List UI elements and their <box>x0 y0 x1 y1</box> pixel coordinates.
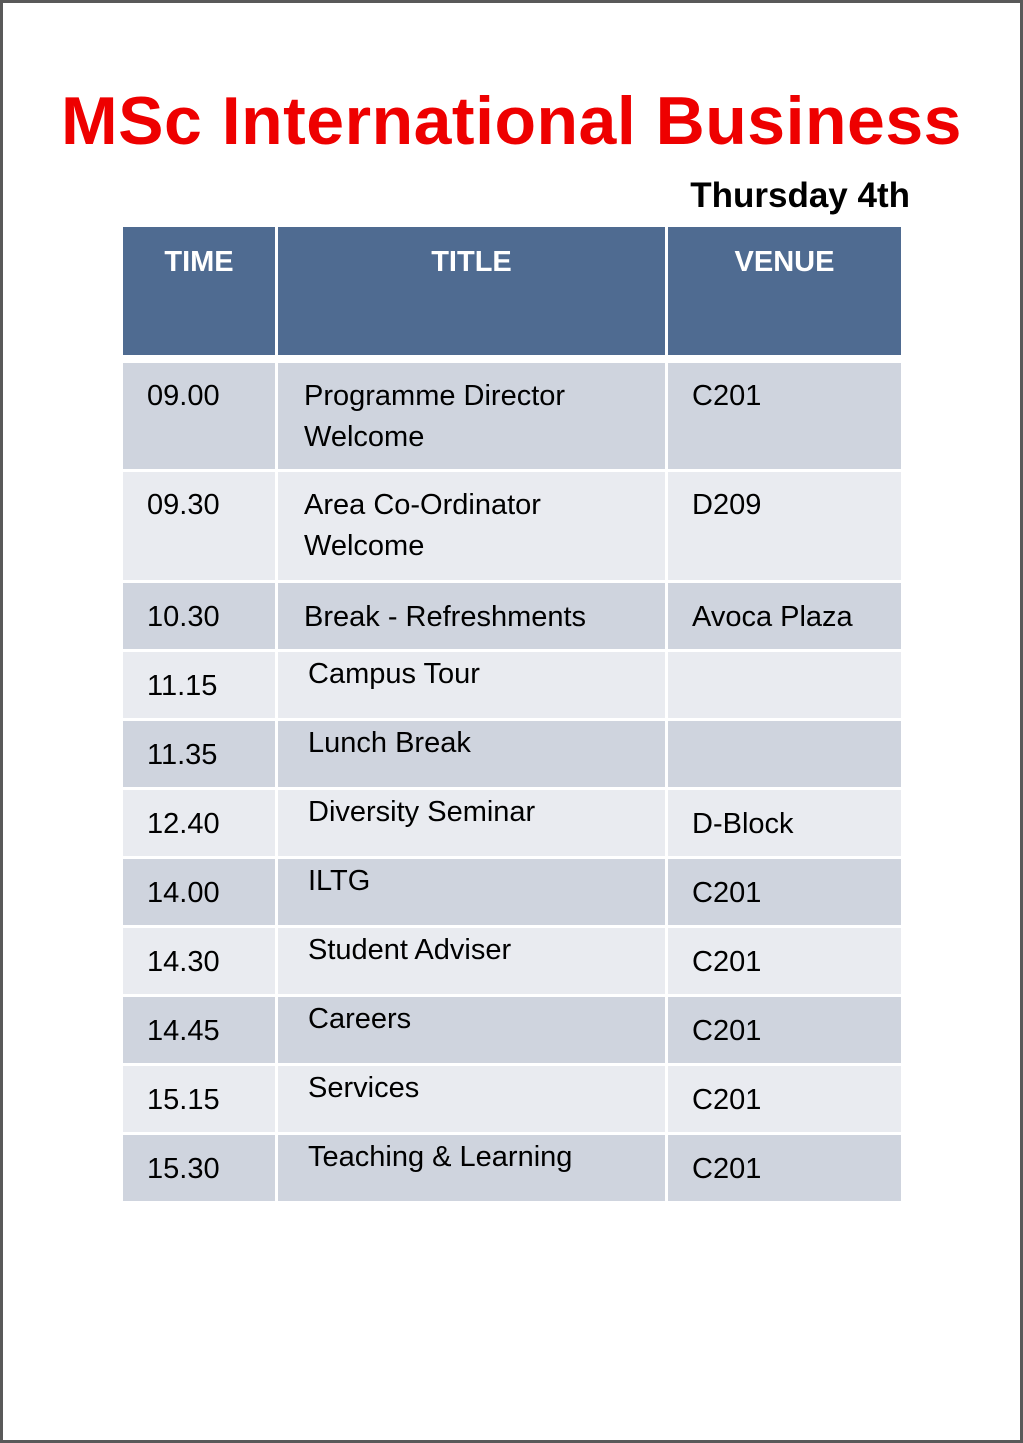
table-row <box>123 583 901 652</box>
time-cell: 11.15 <box>123 652 278 718</box>
venue-cell: C201 <box>668 1066 901 1132</box>
venue-cell: C201 <box>668 928 901 994</box>
title-cell: Teaching & Learning <box>278 1135 668 1201</box>
time-cell: 14.30 <box>123 928 278 994</box>
title-cell: ILTG <box>278 859 668 925</box>
title-cell: Campus Tour <box>278 652 668 718</box>
table-row <box>123 472 901 583</box>
venue-cell: C201 <box>668 363 901 469</box>
page-title: MSc International Business <box>61 83 962 159</box>
column-header-venue: VENUE <box>668 227 901 355</box>
venue-cell: C201 <box>668 997 901 1063</box>
column-header-time: TIME <box>123 227 278 355</box>
table-row <box>123 928 901 997</box>
table-row <box>123 363 901 472</box>
title-cell: Lunch Break <box>278 721 668 787</box>
table-row <box>123 997 901 1066</box>
time-cell: 10.30 <box>123 583 278 649</box>
venue-cell <box>668 652 901 718</box>
venue-cell: C201 <box>668 859 901 925</box>
title-cell: Programme Director Welcome <box>278 363 668 469</box>
table-row <box>123 1066 901 1135</box>
time-cell: 09.30 <box>123 472 278 580</box>
table-header-row <box>123 227 901 363</box>
venue-cell: C201 <box>668 1135 901 1201</box>
title-cell: Area Co-Ordinator Welcome <box>278 472 668 580</box>
table-row <box>123 721 901 790</box>
table-row <box>123 859 901 928</box>
venue-cell: Avoca Plaza <box>668 583 901 649</box>
table-row <box>123 652 901 721</box>
title-cell: Services <box>278 1066 668 1132</box>
title-cell: Careers <box>278 997 668 1063</box>
time-cell: 15.15 <box>123 1066 278 1132</box>
time-cell: 14.45 <box>123 997 278 1063</box>
table-row <box>123 1135 901 1204</box>
time-cell: 15.30 <box>123 1135 278 1201</box>
day-subtitle: Thursday 4th <box>690 176 910 215</box>
time-cell: 11.35 <box>123 721 278 787</box>
column-header-title: TITLE <box>278 227 668 355</box>
time-cell: 09.00 <box>123 363 278 469</box>
venue-cell <box>668 721 901 787</box>
time-cell: 12.40 <box>123 790 278 856</box>
time-cell: 14.00 <box>123 859 278 925</box>
title-cell: Diversity Seminar <box>278 790 668 856</box>
schedule-table <box>123 227 901 1204</box>
title-cell: Break - Refreshments <box>278 583 668 649</box>
venue-cell: D209 <box>668 472 901 580</box>
venue-cell: D-Block <box>668 790 901 856</box>
title-cell: Student Adviser <box>278 928 668 994</box>
table-row <box>123 790 901 859</box>
